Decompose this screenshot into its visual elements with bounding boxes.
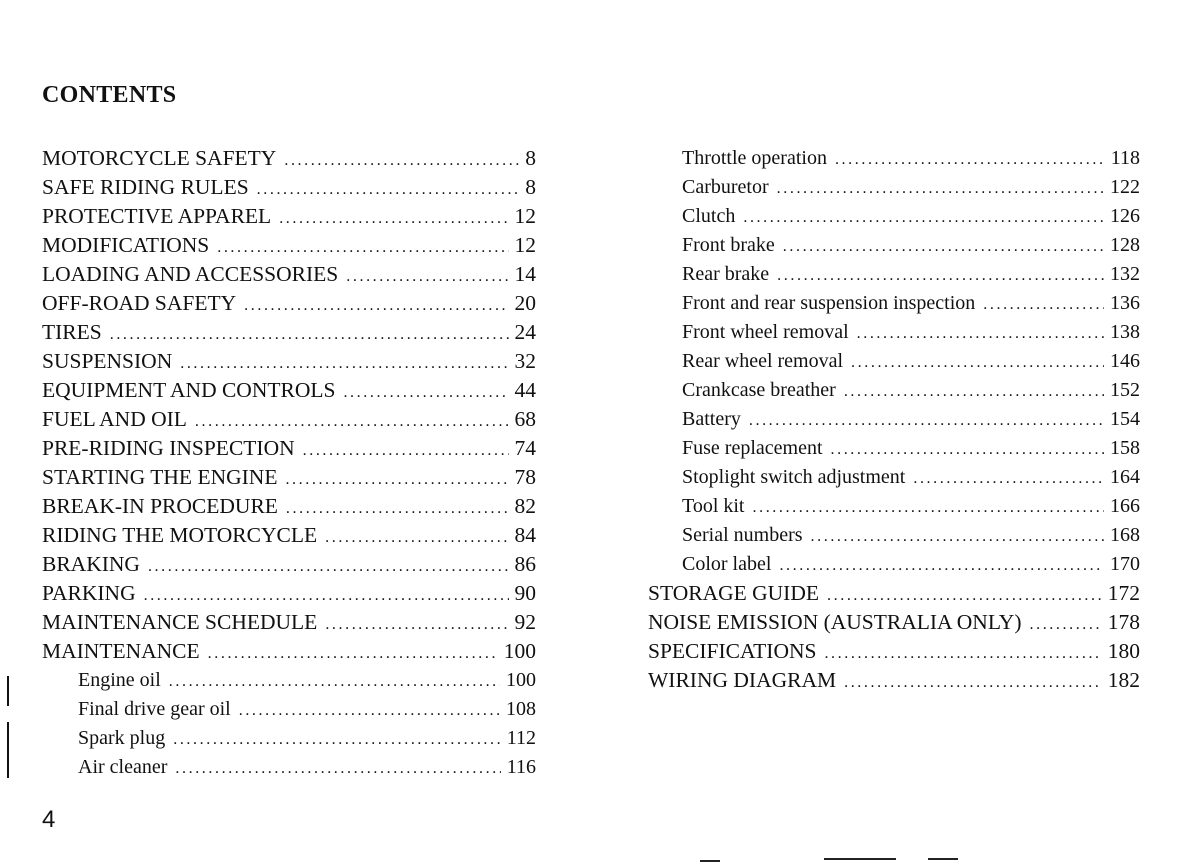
toc-entry-label: Rear brake (682, 263, 770, 285)
toc-entry (42, 231, 536, 260)
toc-entry-label: Throttle operation (682, 147, 827, 169)
toc-entry-page: 82 (514, 494, 536, 518)
dot-leader (777, 174, 1104, 203)
dot-leader (783, 232, 1104, 261)
dot-leader (285, 465, 508, 494)
dot-leader (180, 349, 508, 378)
toc-entry-page: 86 (514, 552, 536, 576)
toc-entry-label: Crankcase breather (682, 379, 836, 401)
toc-entry-label: EQUIPMENT AND CONTROLS (42, 378, 336, 402)
toc-entry (648, 260, 1140, 289)
dot-leader (173, 725, 501, 754)
toc-entry-label: MOTORCYCLE SAFETY (42, 146, 277, 170)
toc-entry-label: SUSPENSION (42, 349, 173, 373)
toc-entry-page: 138 (1110, 321, 1140, 343)
toc-entry-label: MAINTENANCE (42, 639, 200, 663)
toc-entry-label: Battery (682, 408, 741, 430)
dot-leader (777, 261, 1104, 290)
dot-leader (913, 464, 1104, 493)
toc-entry-page: 166 (1110, 495, 1140, 517)
toc-entry-page: 108 (506, 698, 536, 720)
toc-entry (648, 202, 1140, 231)
toc-entry-page: 12 (514, 204, 536, 228)
toc-entry (42, 260, 536, 289)
toc-entry (42, 318, 536, 347)
toc-entry (648, 434, 1140, 463)
toc-entry-label: LOADING AND ACCESSORIES (42, 262, 339, 286)
toc-entry-page: 180 (1107, 639, 1140, 663)
toc-entry (42, 289, 536, 318)
toc-entry-page: 8 (525, 146, 536, 170)
toc-entry-page: 178 (1107, 610, 1140, 634)
toc-entry-label: OFF-ROAD SAFETY (42, 291, 237, 315)
toc-entry-page: 146 (1110, 350, 1140, 372)
toc-entry-page: 100 (506, 669, 536, 691)
dot-leader (195, 407, 509, 436)
toc-entry (42, 492, 536, 521)
dot-leader (779, 551, 1104, 580)
toc-entry-page: 136 (1110, 292, 1140, 314)
dot-leader (811, 522, 1104, 551)
toc-entry (648, 463, 1140, 492)
toc-entry-label: Spark plug (78, 727, 166, 749)
toc-entry-page: 74 (514, 436, 536, 460)
toc-entry-page: 154 (1110, 408, 1140, 430)
dot-leader (831, 435, 1105, 464)
toc-entry-page: 32 (514, 349, 536, 373)
toc-entry (648, 144, 1140, 173)
toc-entry-page: 112 (506, 727, 536, 749)
toc-entry-page: 84 (514, 523, 536, 547)
toc-entry-page: 158 (1110, 437, 1140, 459)
toc-entry-page: 12 (514, 233, 536, 257)
toc-entry (648, 492, 1140, 521)
toc-entry (42, 202, 536, 231)
dot-leader (325, 523, 508, 552)
toc-entry (42, 666, 536, 695)
dot-leader (175, 754, 500, 783)
toc-entry-label: RIDING THE MOTORCYCLE (42, 523, 318, 547)
dot-leader (844, 377, 1104, 406)
toc-entry (42, 608, 536, 637)
dot-leader (148, 552, 509, 581)
scan-margin-mark (7, 676, 9, 706)
dot-leader (749, 406, 1104, 435)
toc-entry-page: 126 (1110, 205, 1140, 227)
dot-leader (144, 581, 509, 610)
toc-entry (42, 173, 536, 202)
toc-entry-label: Stoplight switch adjustment (682, 466, 906, 488)
toc-entry-label: Color label (682, 553, 772, 575)
toc-entry-page: 8 (525, 175, 536, 199)
dot-leader (346, 262, 508, 291)
toc-entry-label: MAINTENANCE SCHEDULE (42, 610, 318, 634)
toc-entry-label: Rear wheel removal (682, 350, 844, 372)
toc-entry (42, 550, 536, 579)
dot-leader (217, 233, 508, 262)
dot-leader (343, 378, 508, 407)
toc-entry-label: Final drive gear oil (78, 698, 231, 720)
toc-entry-page: 182 (1107, 668, 1140, 692)
dot-leader (844, 668, 1102, 697)
dot-leader (1030, 610, 1102, 639)
dot-leader (279, 204, 508, 233)
toc-entry (42, 376, 536, 405)
toc-entry-label: Front and rear suspension inspection (682, 292, 976, 314)
toc-entry-label: STORAGE GUIDE (648, 581, 820, 605)
toc-entry (648, 550, 1140, 579)
toc-entry-page: 152 (1110, 379, 1140, 401)
toc-entry (42, 347, 536, 376)
dot-leader (239, 696, 500, 725)
toc-entry (42, 434, 536, 463)
toc-entry-label: Clutch (682, 205, 736, 227)
toc-entry-label: SAFE RIDING RULES (42, 175, 249, 199)
toc-entry-label: PRE-RIDING INSPECTION (42, 436, 295, 460)
toc-entry-page: 92 (514, 610, 536, 634)
toc-entry-page: 116 (506, 756, 536, 778)
toc-left-column (42, 144, 536, 782)
toc-entry-label: SPECIFICATIONS (648, 639, 817, 663)
dot-leader (110, 320, 509, 349)
dot-leader (325, 610, 508, 639)
dot-leader (857, 319, 1104, 348)
toc-entry-page: 172 (1107, 581, 1140, 605)
toc-entry-label: Serial numbers (682, 524, 803, 546)
toc-entry (648, 231, 1140, 260)
toc-entry-label: WIRING DIAGRAM (648, 668, 837, 692)
toc-entry (42, 724, 536, 753)
dot-leader (743, 203, 1104, 232)
toc-entry (42, 144, 536, 173)
toc-entry-page: 118 (1110, 147, 1140, 169)
toc-entry-page: 20 (514, 291, 536, 315)
dot-leader (257, 175, 520, 204)
toc-entry-label: Front wheel removal (682, 321, 849, 343)
toc-entry (648, 521, 1140, 550)
toc-entry-label: Fuse replacement (682, 437, 823, 459)
dot-leader (303, 436, 509, 465)
toc-entry (648, 173, 1140, 202)
dot-leader (753, 493, 1105, 522)
toc-entry-page: 44 (514, 378, 536, 402)
toc-entry-label: Tool kit (682, 495, 745, 517)
toc-entry (648, 347, 1140, 376)
scan-margin-mark (7, 722, 9, 778)
toc-entry-label: Air cleaner (78, 756, 168, 778)
scan-edge-mark (928, 858, 958, 860)
toc-right-column (648, 144, 1140, 695)
dot-leader (169, 667, 500, 696)
toc-entry (648, 405, 1140, 434)
toc-entry-page: 100 (503, 639, 536, 663)
dot-leader (244, 291, 508, 320)
dot-leader (824, 639, 1101, 668)
toc-entry-page: 164 (1110, 466, 1140, 488)
toc-entry-label: Front brake (682, 234, 775, 256)
toc-entry-label: Engine oil (78, 669, 161, 691)
toc-entry-label: MODIFICATIONS (42, 233, 210, 257)
toc-entry (648, 637, 1140, 666)
scan-edge-mark (700, 860, 720, 862)
page-title: CONTENTS (42, 82, 177, 108)
dot-leader (827, 581, 1102, 610)
dot-leader (284, 146, 519, 175)
toc-entry-label: TIRES (42, 320, 102, 344)
dot-leader (983, 290, 1104, 319)
dot-leader (835, 145, 1105, 174)
toc-entry-label: PROTECTIVE APPAREL (42, 204, 272, 228)
dot-leader (286, 494, 509, 523)
toc-entry-page: 168 (1110, 524, 1140, 546)
toc-entry (42, 579, 536, 608)
toc-entry-page: 132 (1110, 263, 1140, 285)
toc-entry (42, 695, 536, 724)
toc-entry-label: FUEL AND OIL (42, 407, 187, 431)
toc-entry-label: PARKING (42, 581, 136, 605)
toc-entry-label: NOISE EMISSION (AUSTRALIA ONLY) (648, 610, 1022, 634)
page-number: 4 (42, 806, 56, 833)
toc-entry-page: 170 (1110, 553, 1140, 575)
toc-entry (648, 318, 1140, 347)
toc-entry-label: BRAKING (42, 552, 140, 576)
toc-entry-page: 14 (514, 262, 536, 286)
toc-entry (648, 608, 1140, 637)
toc-entry (42, 753, 536, 782)
toc-entry (42, 521, 536, 550)
toc-entry-page: 128 (1110, 234, 1140, 256)
toc-entry (648, 289, 1140, 318)
dot-leader (851, 348, 1104, 377)
toc-entry-page: 78 (514, 465, 536, 489)
dot-leader (208, 639, 498, 668)
scan-edge-mark (824, 858, 896, 860)
toc-entry (42, 463, 536, 492)
toc-entry-page: 90 (514, 581, 536, 605)
toc-entry-label: STARTING THE ENGINE (42, 465, 278, 489)
toc-entry-page: 122 (1110, 176, 1140, 198)
toc-entry-label: Carburetor (682, 176, 769, 198)
toc-entry (42, 405, 536, 434)
toc-entry (42, 637, 536, 666)
toc-entry (648, 376, 1140, 405)
toc-entry (648, 579, 1140, 608)
toc-entry-label: BREAK-IN PROCEDURE (42, 494, 278, 518)
toc-entry-page: 68 (514, 407, 536, 431)
toc-entry-page: 24 (514, 320, 536, 344)
toc-entry (648, 666, 1140, 695)
